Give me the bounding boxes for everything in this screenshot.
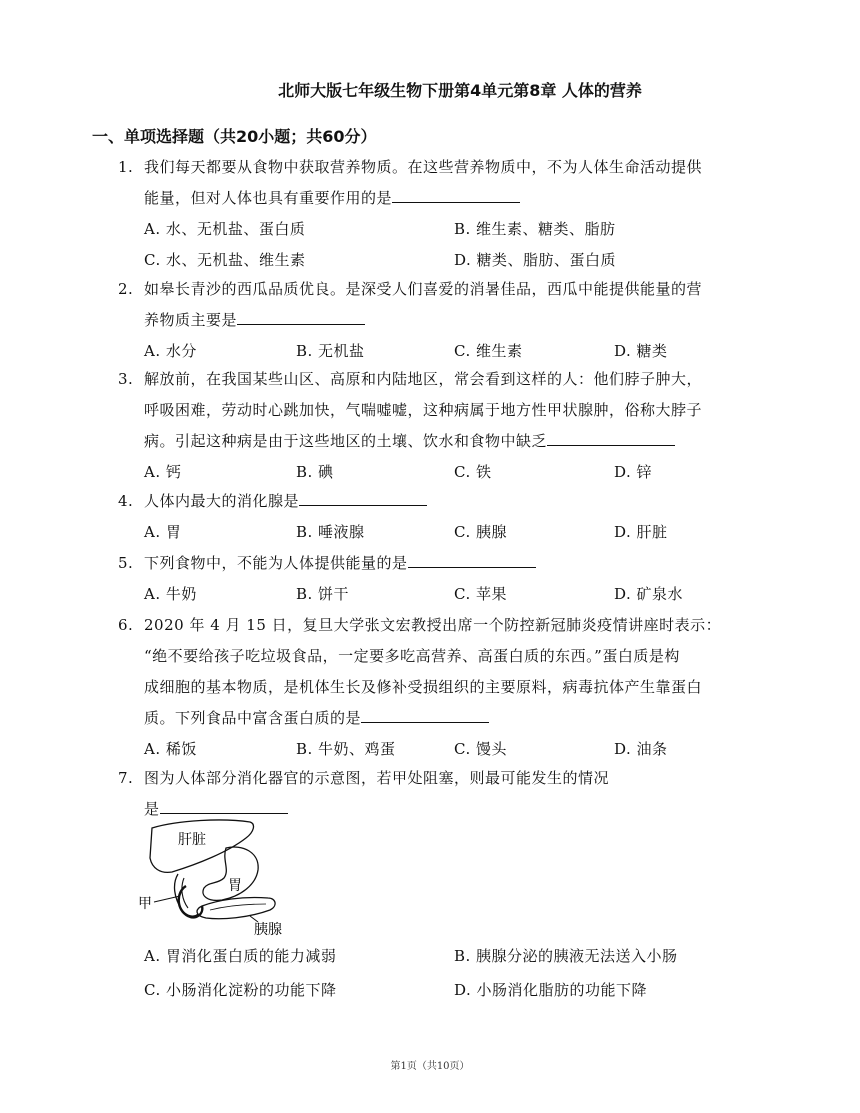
answer-blank — [237, 306, 365, 325]
question-1 — [118, 152, 763, 276]
question-number: 3. — [118, 370, 134, 388]
option-a: A. 水、无机盐、蛋白质 — [144, 220, 306, 238]
option-c: C. 小肠消化淀粉的功能下降 — [144, 981, 337, 999]
answer-blank — [299, 487, 427, 506]
option-d: D. 小肠消化脂肪的功能下降 — [454, 981, 648, 999]
question-6 — [118, 610, 763, 765]
question-text: 是 — [144, 800, 160, 818]
question-7-options — [118, 941, 763, 1006]
option-b: B. 唾液腺 — [296, 523, 365, 541]
question-number: 2. — [118, 280, 134, 298]
option-c: C. 馒头 — [454, 740, 507, 758]
question-number: 7. — [118, 769, 134, 787]
question-text: 图为人体部分消化器官的示意图，若甲处阻塞，则最可能发生的情况 — [144, 769, 610, 787]
question-text: 能量，但对人体也具有重要作用的是 — [144, 189, 393, 207]
question-5 — [118, 548, 763, 610]
question-text: “绝不要给孩子吃垃圾食品，一定要多吃高营养、高蛋白质的东西。”蛋白质是构 — [144, 647, 680, 665]
option-d: D. 糖类、脂肪、蛋白质 — [454, 251, 617, 269]
option-c: C. 胰腺 — [454, 523, 507, 541]
duct-shape — [175, 874, 198, 916]
question-text: 2020 年 4 月 15 日，复旦大学张文宏教授出席一个防控新冠肺炎疫情讲座时表示： — [144, 616, 722, 634]
option-c: C. 维生素 — [454, 342, 523, 360]
answer-blank — [392, 184, 520, 203]
option-c: C. 铁 — [454, 463, 492, 481]
option-c: C. 水、无机盐、维生素 — [144, 251, 306, 269]
option-a: A. 稀饭 — [144, 740, 197, 758]
duodenum-shape — [179, 886, 203, 917]
answer-blank — [361, 704, 489, 723]
answer-blank — [408, 549, 536, 568]
question-text: 病。引起这种病是由于这些地区的土壤、饮水和食物中缺乏 — [144, 432, 548, 450]
question-3 — [118, 364, 763, 488]
question-text: 养物质主要是 — [144, 311, 238, 329]
option-b: B. 维生素、糖类、脂肪 — [454, 220, 616, 238]
question-text: 如皋长青沙的西瓜品质优良。是深受人们喜爱的消暑佳品，西瓜中能提供能量的营 — [144, 280, 703, 298]
question-text: 质。下列食品中富含蛋白质的是 — [144, 709, 362, 727]
label-liver: 肝脏 — [178, 832, 206, 848]
option-d: D. 油条 — [614, 740, 668, 758]
option-a: A. 钙 — [144, 463, 182, 481]
option-b: B. 无机盐 — [296, 342, 365, 360]
option-a: A. 胃 — [144, 523, 182, 541]
option-a: A. 胃消化蛋白质的能力减弱 — [144, 947, 337, 965]
question-number: 5. — [118, 554, 134, 572]
section-heading: 一、单项选择题（共20小题；共60分） — [92, 127, 377, 146]
option-d: D. 肝脏 — [614, 523, 668, 541]
question-text: 我们每天都要从食物中获取营养物质。在这些营养物质中，不为人体生命活动提供 — [144, 158, 703, 176]
option-d: D. 矿泉水 — [614, 585, 684, 603]
page-footer: 第1页（共10页） — [390, 1061, 470, 1072]
digestive-organs-figure — [138, 818, 318, 940]
option-d: D. 糖类 — [614, 342, 668, 360]
question-text: 人体内最大的消化腺是 — [144, 492, 300, 510]
question-2 — [118, 274, 763, 367]
option-c: C. 苹果 — [454, 585, 507, 603]
option-a: A. 牛奶 — [144, 585, 197, 603]
label-jia: 甲 — [138, 896, 152, 912]
label-pancreas: 胰腺 — [254, 922, 282, 938]
pancreas-shape — [197, 897, 275, 918]
option-a: A. 水分 — [144, 342, 197, 360]
answer-blank — [160, 795, 288, 814]
page-title: 北师大版七年级生物下册第4单元第8章 人体的营养 — [278, 81, 642, 100]
answer-blank — [547, 427, 675, 446]
question-number: 4. — [118, 492, 134, 510]
option-b: B. 牛奶、鸡蛋 — [296, 740, 396, 758]
label-stomach: 胃 — [228, 878, 242, 894]
question-text: 解放前，在我国某些山区、高原和内陆地区，常会看到这样的人：他们脖子肿大， — [144, 370, 703, 388]
question-text: 下列食物中，不能为人体提供能量的是 — [144, 554, 408, 572]
option-b: B. 饼干 — [296, 585, 350, 603]
question-text: 呼吸困难，劳动时心跳加快，气喘嘘嘘，这种病属于地方性甲状腺肿，俗称大脖子 — [144, 401, 703, 419]
question-number: 1. — [118, 158, 134, 176]
question-number: 6. — [118, 616, 134, 634]
option-b: B. 胰腺分泌的胰液无法送入小肠 — [454, 947, 678, 965]
option-b: B. 碘 — [296, 463, 334, 481]
option-d: D. 锌 — [614, 463, 653, 481]
question-text: 成细胞的基本物质，是机体生长及修补受损组织的主要原料，病毒抗体产生靠蛋白 — [144, 678, 703, 696]
question-4 — [118, 486, 763, 548]
question-7 — [118, 763, 763, 825]
